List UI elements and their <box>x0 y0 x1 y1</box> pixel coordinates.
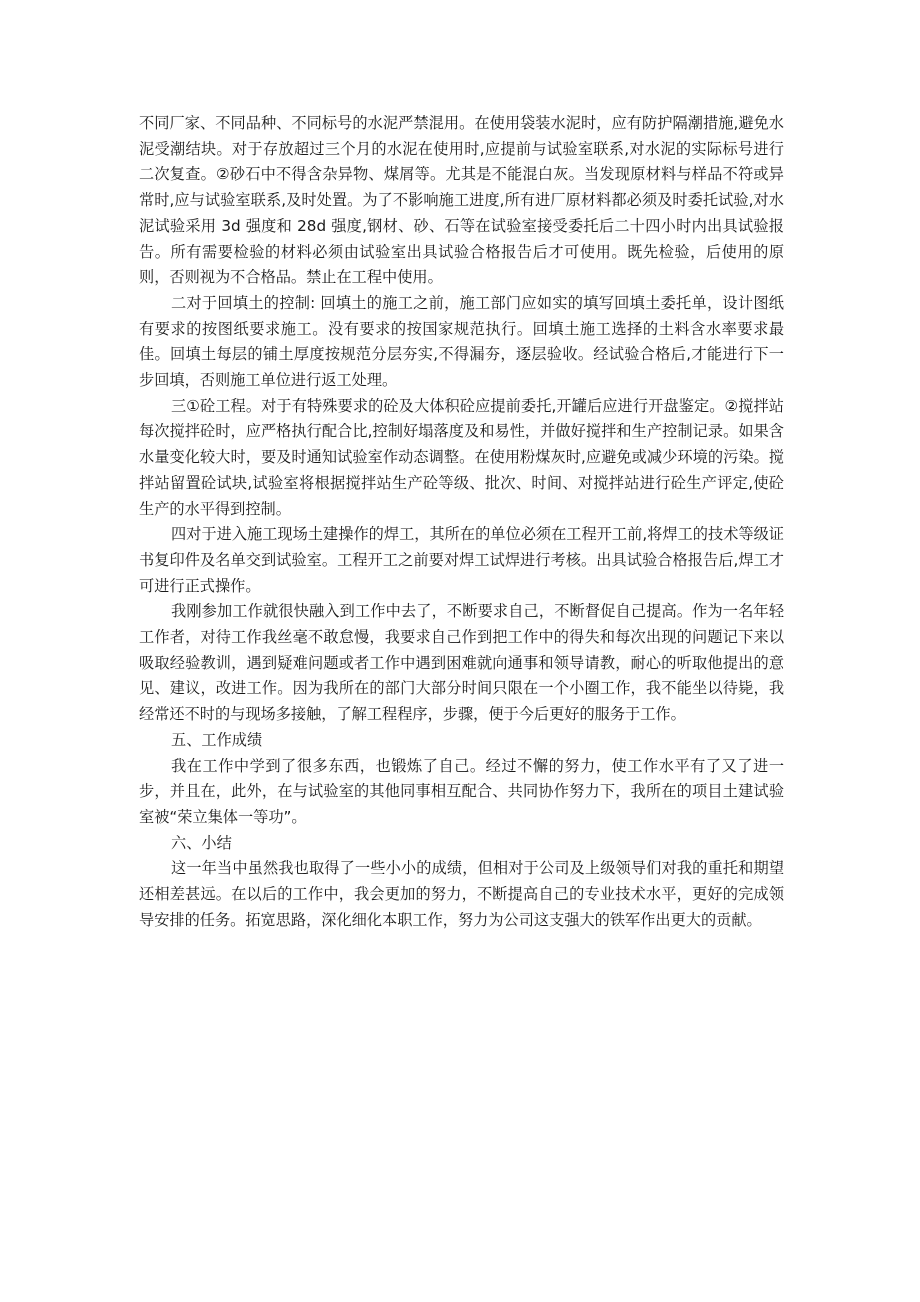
paragraph-work-attitude: 我刚参加工作就很快融入到工作中去了，不断要求自己，不断督促自己提高。作为一名年轻工作者，对待工作我丝毫不敢怠慢，我要求自己作到把工作中的得失和每次出现的问题记下来以吸取经验教训，遇到疑难问题或者工作中遇到困难就向通事和领导请教，耐心的听取他提出的意见、建议，改进工作。因为我所在的部门大部分时间只限在一个小圈工作，我不能坐以待毙，我经常还不时的与现场多接触，了解工程程序，步骤，便于今后更好的服务于工作。 <box>139 602 784 724</box>
document-body <box>139 111 784 934</box>
paragraph-summary: 这一年当中虽然我也取得了一些小小的成绩，但相对于公司及上级领导们对我的重托和期望还相差甚远。在以后的工作中，我会更加的努力，不断提高自己的专业技术水平，更好的完成领导安排的任务。拓宽思路，深化细化本职工作，努力为公司这支强大的铁军作出更大的贡献。 <box>139 859 784 929</box>
paragraph-welders: 四对于进入施工现场土建操作的焊工，其所在的单位必须在工程开工前,将焊工的技术等级证书复印件及名单交到试验室。工程开工之前要对焊工试焊进行考核。出具试验合格报告后,焊工才可进行正式操作。 <box>139 525 784 595</box>
paragraph-achievements: 我在工作中学到了很多东西，也锻炼了自己。经过不懈的努力，使工作水平有了又了进一步，并且在，此外，在与试验室的其他同事相互配合、共同协作努力下，我所在的项目土建试验室被“荣立集体一等功”。 <box>139 756 784 826</box>
paragraph-cement-materials: 不同厂家、不同品种、不同标号的水泥严禁混用。在使用袋装水泥时，应有防护隔潮措施,避免水泥受潮结块。对于存放超过三个月的水泥在使用时,应提前与试验室联系,对水泥的实际标号进行二次复查。②砂石中不得含杂异物、煤屑等。尤其是不能混白灰。当发现原材料与样品不符或异常时,应与试验室联系,及时处置。为了不影响施工进度,所有进厂原材料都必须及时委托试验,对水泥试验采用 3d 强度和 28d 强度,钢材、砂、石等在试验室接受委托后二十四小时内出具试验报告。所有需要检验的材料必须由试验室出具试验合格报告后才可使用。既先检验，后使用的原则，否则视为不合格品。禁止在工程中使用。 <box>139 114 784 287</box>
heading-summary: 六、小结 <box>171 833 232 852</box>
heading-work-achievements: 五、工作成绩 <box>171 730 263 749</box>
paragraph-concrete-works: 三①砼工程。对于有特殊要求的砼及大体积砼应提前委托,开罐后应进行开盘鉴定。②搅拌站每次搅拌砼时，应严格执行配合比,控制好塌落度及和易性，并做好搅拌和生产控制记录。如果含水量变化较大时，要及时通知试验室作动态调整。在使用粉煤灰时,应避免或减少环境的污染。搅拌站留置砼试块,试验室将根据搅拌站生产砼等级、批次、时间、对搅拌站进行砼生产评定,使砼生产的水平得到控制。 <box>139 396 784 518</box>
paragraph-backfill-control: 二对于回填土的控制: 回填土的施工之前，施工部门应如实的填写回填土委托单，设计图纸有要求的按图纸要求施工。没有要求的按国家规范执行。回填土施工选择的土料含水率要求最佳。回填土每层的铺土厚度按规范分层夯实,不得漏夯，逐层验收。经试验合格后,才能进行下一步回填，否则施工单位进行返工处理。 <box>139 293 784 390</box>
